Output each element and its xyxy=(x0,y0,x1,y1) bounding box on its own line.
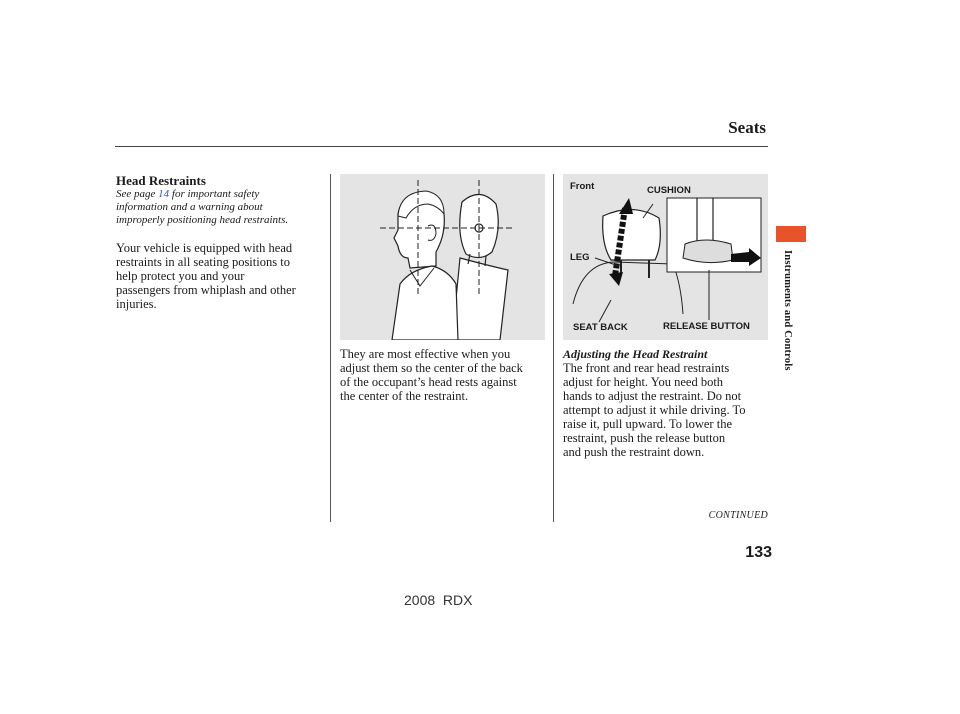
adjustment-figure xyxy=(563,174,768,340)
effectiveness-paragraph: They are most effective when you adjust them so the center of the back of the occupant’s head rests against the center of the restraint. xyxy=(340,347,523,403)
section-tab xyxy=(776,226,806,242)
safety-note-line1: See page 14 for important safety xyxy=(116,188,260,200)
page-title: Seats xyxy=(728,118,766,137)
watermark-text: 2008 RDX xyxy=(404,592,473,608)
label-seat-back: SEAT BACK xyxy=(573,322,628,333)
restraint-adjustment-illustration xyxy=(563,174,768,340)
page-link[interactable]: 14 xyxy=(158,188,170,200)
head-alignment-figure xyxy=(340,174,545,340)
intro-paragraph: Your vehicle is equipped with head restraints in all seating positions to help protect you and your passengers from whiplash and other injuries. xyxy=(116,241,296,311)
continued-label: CONTINUED xyxy=(708,510,768,521)
label-front: Front xyxy=(570,181,595,192)
safety-note-line3: improperly positioning head restraints. xyxy=(116,214,289,226)
side-section-text: Instruments and Controls xyxy=(782,250,793,371)
header-rule xyxy=(115,146,768,147)
column-divider-left xyxy=(330,174,331,522)
page-number: 133 xyxy=(745,544,772,561)
safety-note xyxy=(116,188,326,227)
subheading: Adjusting the Head Restraint xyxy=(563,347,708,361)
label-release-button: RELEASE BUTTON xyxy=(663,321,750,332)
occupant-head-illustration xyxy=(340,174,545,340)
column-divider-right xyxy=(553,174,554,522)
label-cushion: CUSHION xyxy=(647,185,691,196)
section-heading: Head Restraints xyxy=(116,173,206,188)
adjustment-paragraph: The front and rear head restraints adjust for height. You need both hands to adjust the restraint. Do not attempt to adjust it while driving. To raise it, pull upward. To lower the restraint, push the release button and push the restraint down. xyxy=(563,361,746,459)
safety-note-line2: information and a warning about xyxy=(116,201,263,213)
side-section-label xyxy=(779,250,795,430)
label-leg: LEG xyxy=(570,252,590,263)
